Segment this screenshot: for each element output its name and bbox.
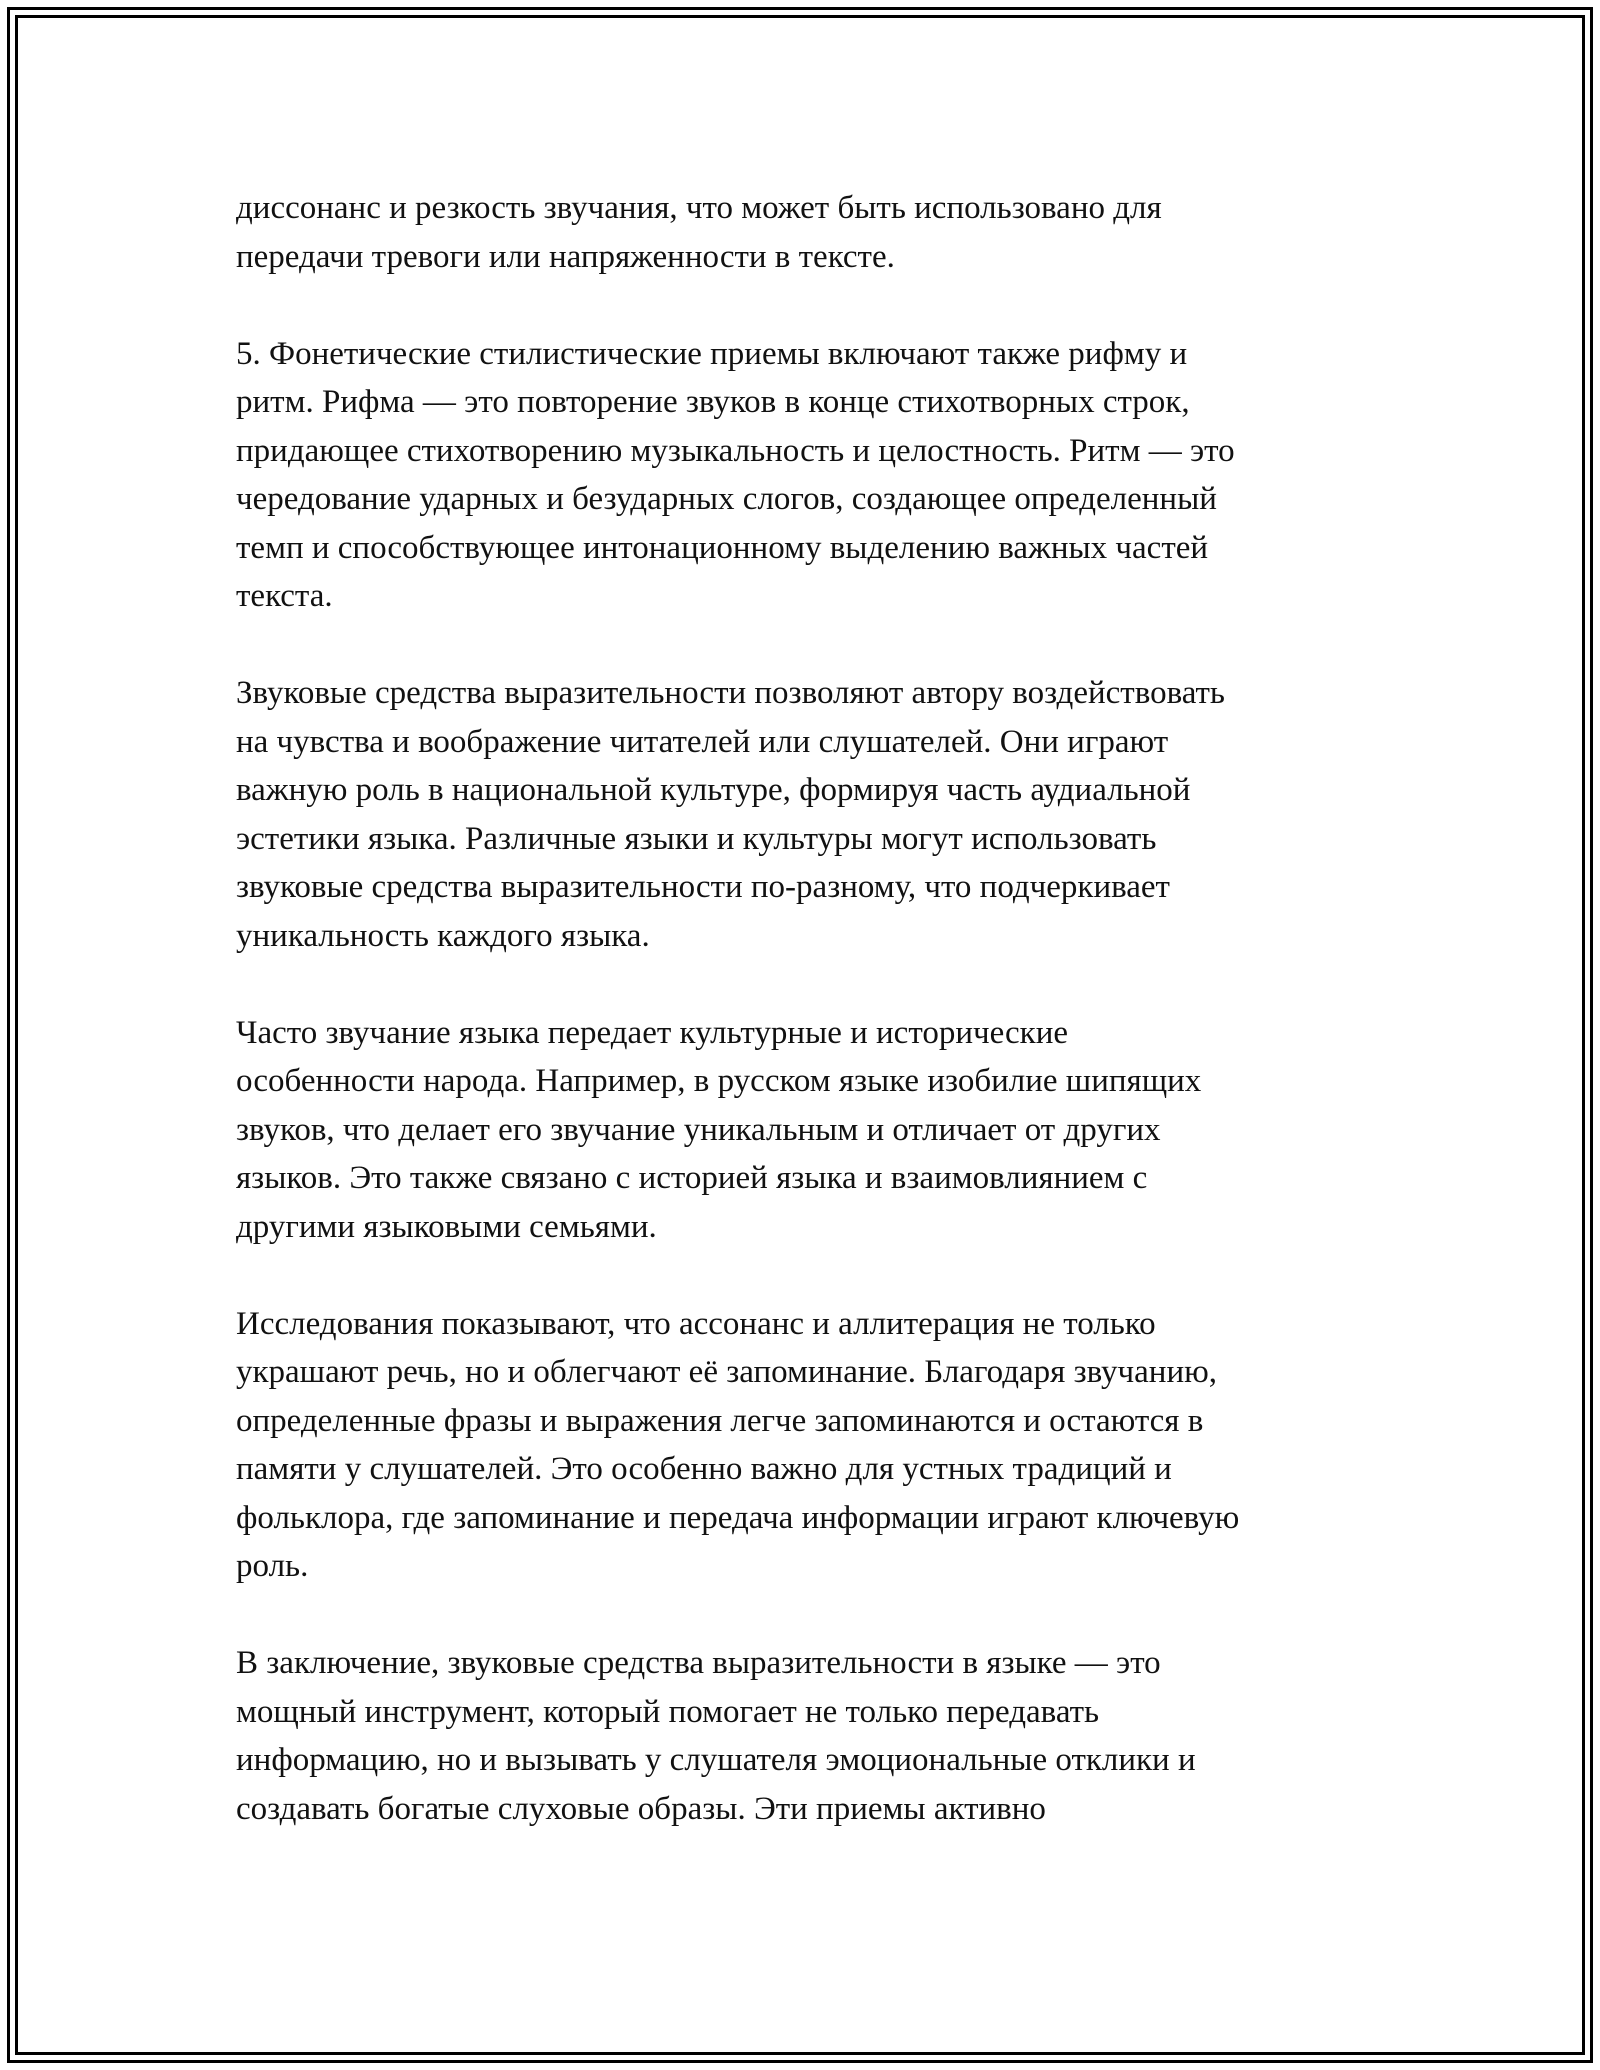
text-line: придающее стихотворению музыкальность и целостность. Ритм — это — [236, 432, 1235, 469]
text-line: мощный инструмент, который помогает не только передавать — [236, 1693, 1100, 1730]
paragraph — [236, 330, 1376, 621]
text-line: языков. Это также связано с историей языка и взаимовлиянием с — [236, 1160, 1148, 1196]
text-line: определенные фразы и выражения легче запоминаются и остаются в — [236, 1402, 1204, 1439]
paragraph — [236, 1300, 1376, 1591]
text-line: текста. — [236, 578, 333, 614]
paragraph — [236, 1639, 1376, 1833]
text-line: информацию, но и вызывать у слушателя эмоциональные отклики и — [236, 1742, 1196, 1778]
text-line: украшают речь, но и облегчают её запоминание. Благодаря звучанию, — [236, 1354, 1218, 1390]
text-line: важную роль в национальной культуре, формируя часть аудиальной — [236, 772, 1191, 808]
document-body — [236, 184, 1376, 1882]
text-line: другими языковыми семьями. — [236, 1208, 657, 1245]
text-line: создавать богатые слуховые образы. Эти приемы активно — [236, 1790, 1046, 1827]
paragraph — [236, 669, 1376, 960]
text-line: роль. — [236, 1548, 309, 1584]
text-line: чередование ударных и безударных слогов, создающее определенный — [236, 481, 1217, 517]
text-line: памяти у слушателей. Это особенно важно для устных традиций и — [236, 1451, 1172, 1487]
text-line: передачи тревоги или напряженности в тексте. — [236, 238, 895, 275]
text-line: фольклора, где запоминание и передача информации играют ключевую — [236, 1499, 1240, 1536]
text-line: звуков, что делает его звучание уникальным и отличает от других — [236, 1111, 1161, 1148]
text-line: темп и способствующее интонационному выделению важных частей — [236, 529, 1209, 566]
paragraph — [236, 1009, 1376, 1252]
text-line: особенности народа. Например, в русском языке изобилие шипящих — [236, 1063, 1202, 1099]
text-line: уникальность каждого языка. — [236, 917, 650, 954]
text-line: диссонанс и резкость звучания, что может быть использовано для — [236, 190, 1162, 226]
text-line: на чувства и воображение читателей или слушателей. Они играют — [236, 723, 1169, 760]
text-line: В заключение, звуковые средства выразительности в языке — это — [236, 1645, 1161, 1681]
text-line: Исследования показывают, что ассонанс и аллитерация не только — [236, 1305, 1156, 1342]
text-line: ритм. Рифма — это повторение звуков в конце стихотворных строк, — [236, 384, 1190, 420]
text-line: эстетики языка. Различные языки и культуры могут использовать — [236, 820, 1157, 857]
text-line: Часто звучание языка передает культурные и исторические — [236, 1014, 1069, 1051]
text-line: Звуковые средства выразительности позволяют автору воздействовать — [236, 675, 1225, 711]
paragraph — [236, 184, 1376, 281]
text-line: 5. Фонетические стилистические приемы включают также рифму и — [236, 335, 1188, 372]
text-line: звуковые средства выразительности по-разному, что подчеркивает — [236, 869, 1170, 905]
